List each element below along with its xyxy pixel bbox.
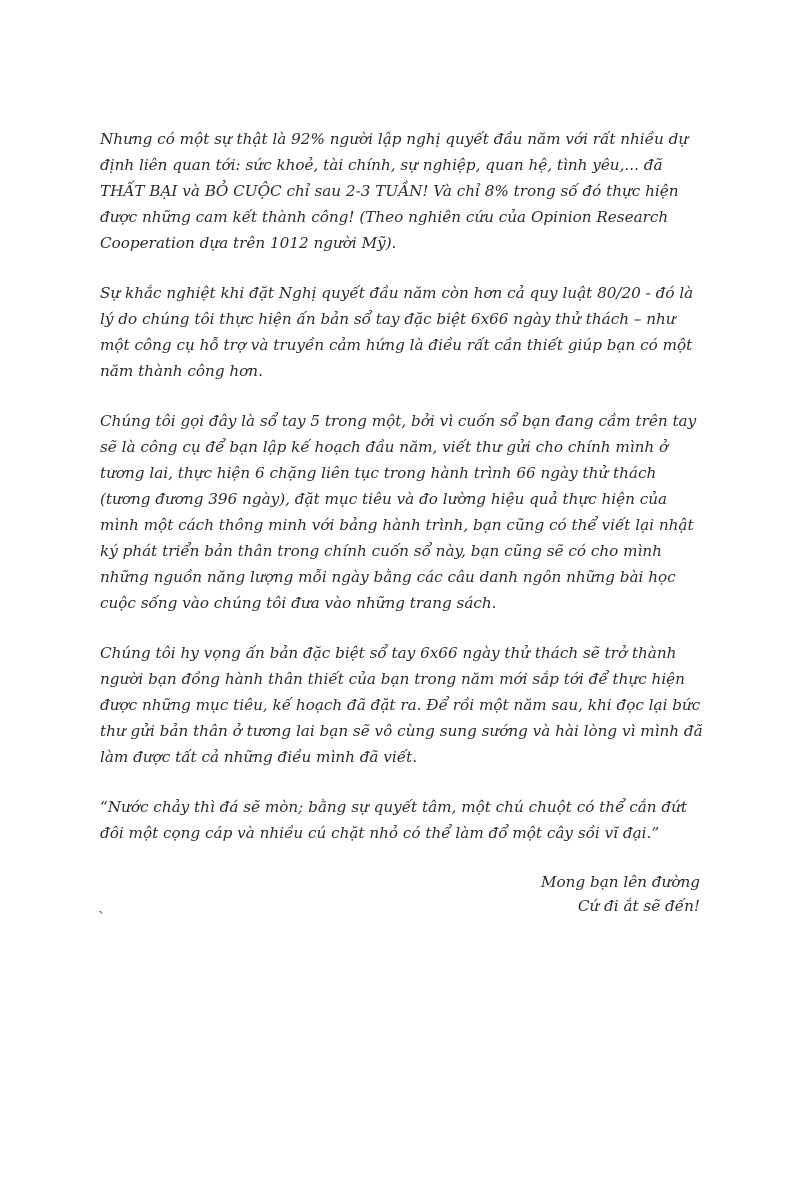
paragraph-statistics: Nhưng có một sự thật là 92% người lập nghị quyết đầu năm với rất nhiều dự định liên quan tới: sức khoẻ, tài chính, sự nghiệp, quan hệ, tình yêu,... đã THẤT BẠI và BỎ CUỘC chỉ sau 2-3 TUẦN! Và chỉ 8% trong số đó thực hiện được những cam kết thành công! (Theo nghiên cứu của Opinion Research Cooperation dựa trên 1012 người Mỹ).	[100, 130, 689, 252]
quote-paragraph: “Nước chảy thì đá sẽ mòn; bằng sự quyết tâm, một chú chuột có thể cắn đứt đôi một cọng cáp và nhiều cú chặt nhỏ có thể làm đổ một cây sồi vĩ đại.”	[100, 798, 688, 842]
closing-line-1: Mong bạn lên đường	[540, 873, 700, 891]
stray-mark: `	[98, 910, 105, 926]
closing-signature	[100, 870, 704, 918]
paragraph-hope: Chúng tôi hy vọng ấn bản đặc biệt sổ tay 6x66 ngày thử thách sẽ trở thành người bạn đồng hành thân thiết của bạn trong năm mới sắp tới để thực hiện được những mục tiêu, kế hoạch đã đặt ra. Để rồi một năm sau, khi đọc lại bức thư gửi bản thân ở tương lai bạn sẽ vô cùng sung sướng và hài lòng vì mình đã làm được tất cả những điều mình đã viết.	[100, 644, 703, 766]
closing-line-2: Cứ đi ắt sẽ đến!	[577, 897, 700, 915]
document-body	[100, 126, 704, 918]
paragraph-notebook-features: Chúng tôi gọi đây là sổ tay 5 trong một, bởi vì cuốn sổ bạn đang cầm trên tay sẽ là công cụ để bạn lập kế hoạch đầu năm, viết thư gửi cho chính mình ở tương lai, thực hiện 6 chặng liên tục trong hành trình 66 ngày thử thách (tương đương 396 ngày), đặt mục tiêu và đo lường hiệu quả thực hiện của mình một cách thông minh với bảng hành trình, bạn cũng có thể viết lại nhật ký phát triển bản thân trong chính cuốn sổ này, bạn cũng sẽ có cho mình những nguồn năng lượng mỗi ngày bằng các câu danh ngôn những bài học cuộc sống vào chúng tôi đưa vào những trang sách.	[100, 412, 697, 612]
paragraph-resolution: Sự khắc nghiệt khi đặt Nghị quyết đầu năm còn hơn cả quy luật 80/20 - đó là lý do chúng tôi thực hiện ấn bản sổ tay đặc biệt 6x66 ngày thử thách – như một công cụ hỗ trợ và truyền cảm hứng là điều rất cần thiết giúp bạn có một năm thành công hơn.	[100, 284, 694, 380]
